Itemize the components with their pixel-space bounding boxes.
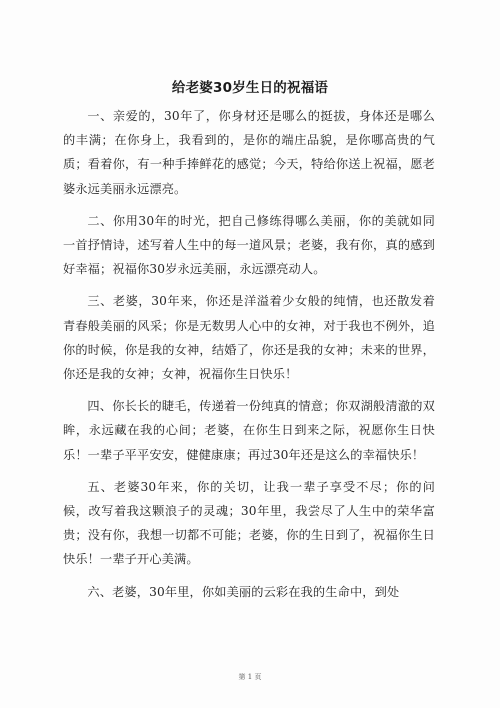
document-body bbox=[63, 104, 435, 612]
paragraph-6: 六、老婆，30年里，你如美丽的云彩在我的生命中，到处 bbox=[87, 584, 400, 599]
paragraph-4: 四、你长长的睫毛，传递着一份纯真的情意；你双湖般清澈的双眸，永远藏在我的心间；老婆，在你生日到来之际，祝愿你生日快乐！一辈子平平安安，健健康康；再过30年还是这么的幸福快乐！ bbox=[63, 399, 435, 462]
paragraph-2: 二、你用30年的时光，把自己修练得哪么美丽，你的美就如同一首抒情诗，述写着人生中的每一道风景；老婆，我有你，真的感到好幸福；祝福你30岁永远美丽，永远漂亮动人。 bbox=[63, 213, 435, 277]
paragraph-1: 一、亲爱的，30年了，你身材还是哪么的挺拔，身体还是哪么的丰满；在你身上，我看到的，是你的端庄品貌，是你哪高贵的气质；看着你，有一种手捧鲜花的感觉；今天，特给你送上祝福，愿老婆永远美丽永远漂亮。 bbox=[63, 109, 435, 196]
paragraph-5: 五、老婆30年来，你的关切，让我一辈子享受不尽；你的问候，改写着我这颗浪子的灵魂；30年里，我尝尽了人生中的荣华富贵；没有你，我想一切都不可能；老婆，你的生日到了，祝福你生日快乐！一辈子开心美满。 bbox=[63, 479, 435, 567]
page-number: 第 1 页 bbox=[238, 673, 262, 681]
document-title: 给老婆30岁生日的祝福语 bbox=[171, 80, 329, 96]
paragraph-3: 三、老婆，30年来，你还是洋溢着少女般的纯情，也还散发着青春般美丽的风采；你是无数男人心中的女神，对于我也不例外，追你的时候，你是我的女神，结婚了，你还是我的女神；未来的世界，你还是我的女神；女神，祝福你生日快乐！ bbox=[63, 294, 435, 382]
